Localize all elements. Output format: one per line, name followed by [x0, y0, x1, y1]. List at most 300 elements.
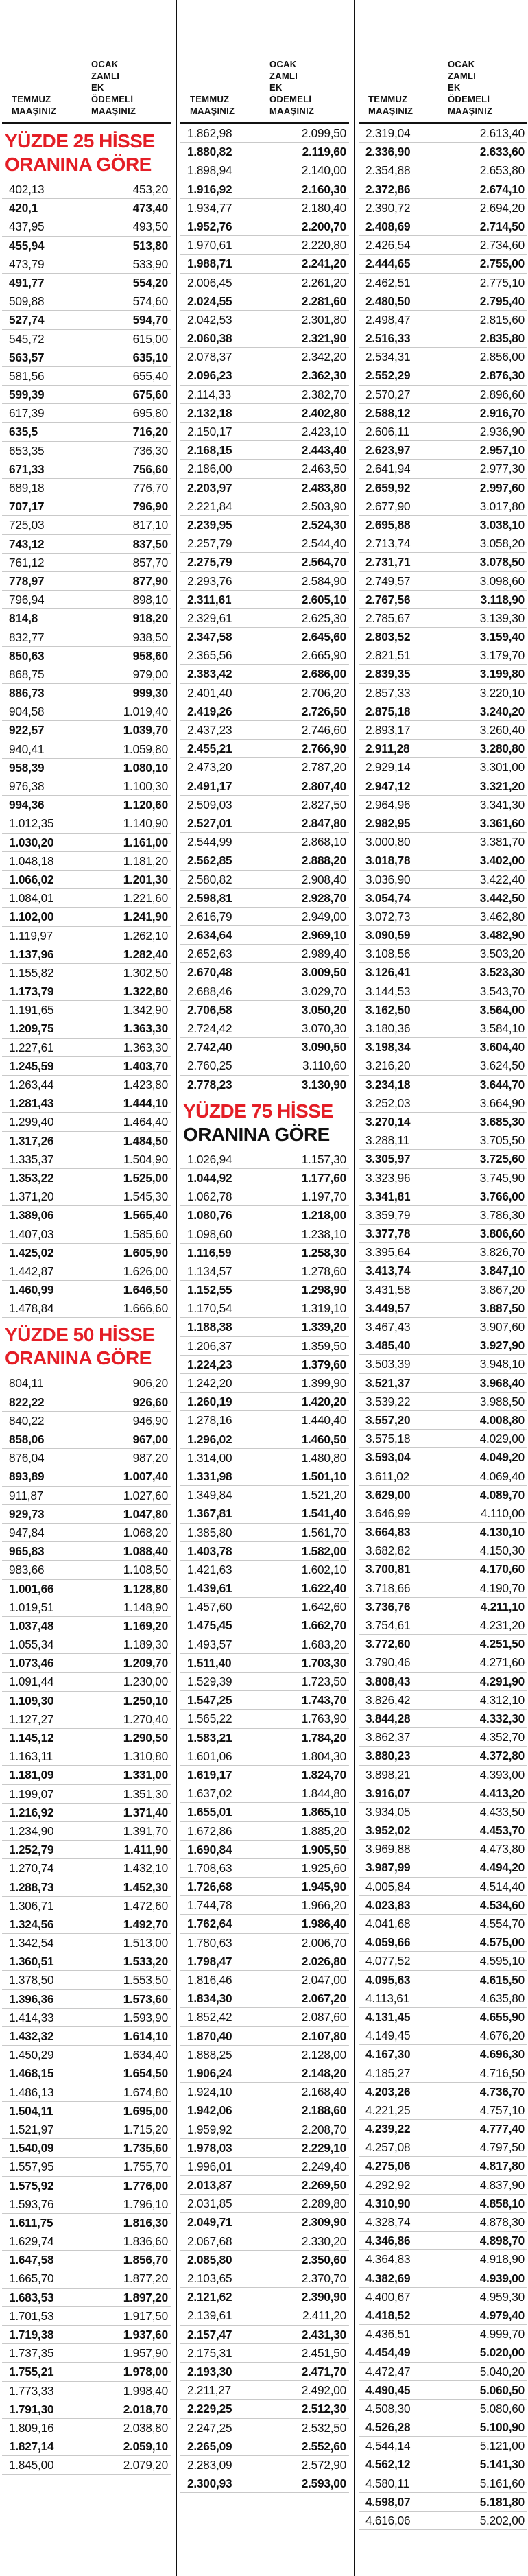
- ocak-value: 2.350,60: [301, 2252, 346, 2267]
- table-row: [180, 1635, 349, 1654]
- table-row: [359, 1989, 527, 2008]
- table-row: [180, 572, 349, 591]
- temmuz-value: 1.432,32: [9, 2029, 54, 2043]
- temmuz-value: 1.335,37: [9, 1152, 54, 1166]
- temmuz-value: 1.102,00: [9, 910, 54, 924]
- temmuz-value: 2.527,01: [187, 816, 232, 830]
- ocak-value: 2.787,20: [301, 760, 346, 775]
- table-row: [359, 1635, 527, 1653]
- ocak-value: 1.877,20: [123, 2271, 168, 2286]
- table-row: [2, 535, 171, 554]
- temmuz-value: 1.152,55: [187, 1283, 232, 1297]
- ocak-value: 2.451,50: [301, 2345, 346, 2360]
- temmuz-value: 1.389,06: [9, 1208, 54, 1222]
- ocak-value: 4.858,10: [479, 2196, 525, 2210]
- table-row: [180, 2419, 349, 2437]
- temmuz-value: 1.296,02: [187, 1432, 232, 1446]
- ocak-value: 3.543,70: [479, 984, 525, 998]
- ocak-value: 2.686,00: [301, 667, 346, 681]
- temmuz-value: 2.670,48: [187, 965, 232, 980]
- temmuz-value: 3.198,34: [365, 1040, 411, 1054]
- temmuz-value: 2.401,40: [187, 685, 232, 700]
- temmuz-value: 3.270,14: [365, 1114, 411, 1129]
- ocak-value: 2.936,90: [479, 425, 525, 438]
- table-row: [359, 2176, 527, 2195]
- ocak-value: 1.262,10: [123, 928, 168, 943]
- temmuz-value: 3.898,21: [365, 1767, 411, 1782]
- ocak-value: 3.685,30: [479, 1114, 525, 1129]
- ocak-value: 3.038,10: [479, 517, 525, 532]
- temmuz-value: 1.242,20: [187, 1376, 232, 1390]
- ocak-value: 695,80: [132, 406, 168, 421]
- temmuz-value: 1.970,61: [187, 238, 232, 252]
- ocak-value: 1.897,20: [123, 2290, 168, 2304]
- table-row: [180, 851, 349, 870]
- ocak-value: 2.997,60: [479, 480, 525, 495]
- table-row: [359, 423, 527, 441]
- temmuz-value: 2.139,61: [187, 2308, 232, 2323]
- ocak-value: 1.298,90: [301, 1283, 346, 1297]
- table-row: [359, 1001, 527, 1019]
- ocak-value: 2.370,70: [301, 2271, 346, 2285]
- ocak-value: 2.957,10: [479, 443, 525, 458]
- ocak-value: 3.139,30: [479, 611, 525, 625]
- temmuz-value: 3.054,74: [365, 890, 411, 905]
- table-row: [359, 1673, 527, 1691]
- header-ocak-label: OCAK ZAMLI EK ÖDEMELİ MAAŞINIZ: [91, 59, 136, 116]
- temmuz-value: 2.013,87: [187, 2178, 232, 2193]
- ocak-value: 4.453,70: [479, 1823, 525, 1838]
- ocak-value: 4.676,20: [479, 2029, 525, 2043]
- table-row: [359, 2083, 527, 2101]
- ocak-value: 5.121,00: [479, 2439, 525, 2453]
- section-75-part1: YÜZDE 75 HİSSE: [183, 1100, 333, 1122]
- table-row: [2, 1169, 171, 1187]
- temmuz-value: 2.677,90: [365, 499, 411, 513]
- table-row: [180, 2269, 349, 2288]
- ocak-value: 967,00: [132, 1432, 168, 1446]
- table-row: [180, 1989, 349, 2008]
- temmuz-value: 3.880,23: [365, 1749, 411, 1763]
- ocak-value: 1.068,20: [123, 1525, 168, 1539]
- table-row: [180, 982, 349, 1001]
- temmuz-value: 3.305,97: [365, 1152, 411, 1166]
- ocak-value: 1.181,20: [123, 853, 168, 868]
- table-row: [180, 926, 349, 945]
- temmuz-value: 3.844,28: [365, 1711, 411, 1725]
- table-row: [2, 1598, 171, 1617]
- table-row: [2, 180, 171, 199]
- temmuz-value: 4.292,92: [365, 2177, 411, 2192]
- ocak-value: 655,40: [132, 368, 168, 383]
- table-row: [2, 2269, 171, 2288]
- ocak-value: 3.766,00: [479, 1189, 525, 1203]
- ocak-value: 3.907,60: [479, 1320, 525, 1334]
- ocak-value: 1.917,50: [123, 2308, 168, 2323]
- table-row: [2, 2009, 171, 2027]
- ocak-value: 4.494,20: [479, 1860, 525, 1875]
- ocak-value: 4.898,70: [479, 2234, 525, 2248]
- ocak-value: 4.696,30: [479, 2047, 525, 2061]
- table-row: [359, 702, 527, 721]
- temmuz-value: 2.265,09: [187, 2439, 232, 2453]
- table-row: [2, 1524, 171, 1542]
- ocak-value: 4.211,10: [480, 1599, 525, 1614]
- ocak-value: 1.561,70: [301, 1525, 346, 1539]
- temmuz-value: 2.121,62: [187, 2290, 232, 2304]
- table-row: [359, 982, 527, 1001]
- temmuz-value: 2.085,80: [187, 2252, 232, 2267]
- ocak-value: 4.999,70: [479, 2327, 525, 2341]
- table-row: [2, 404, 171, 423]
- temmuz-value: 1.791,30: [9, 2402, 54, 2416]
- temmuz-value: 3.557,20: [365, 1413, 411, 1427]
- table-row: [359, 1019, 527, 1038]
- table-row: [2, 834, 171, 852]
- temmuz-value: 2.724,42: [187, 1021, 232, 1035]
- temmuz-value: 1.845,00: [9, 2458, 54, 2472]
- table-row: [180, 2101, 349, 2120]
- temmuz-value: 2.257,79: [187, 536, 232, 551]
- ocak-value: 2.079,20: [123, 2458, 168, 2472]
- temmuz-value: 1.475,45: [187, 1618, 232, 1633]
- table-row: [359, 1616, 527, 1635]
- ocak-value: 1.440,40: [301, 1413, 346, 1428]
- table-row: [180, 1934, 349, 1952]
- table-row: [2, 982, 171, 1001]
- table-row: [359, 814, 527, 833]
- temmuz-value: 2.408,69: [365, 219, 411, 233]
- table-row: [2, 1467, 171, 1486]
- column-header: [180, 0, 349, 122]
- ocak-value: 1.080,10: [123, 760, 168, 775]
- temmuz-value: 2.390,72: [365, 200, 411, 215]
- table-row: [180, 1411, 349, 1430]
- temmuz-value: 3.395,64: [365, 1245, 411, 1260]
- ocak-value: 3.968,40: [479, 1375, 525, 1390]
- table-row: [2, 1580, 171, 1598]
- temmuz-value: 2.114,33: [187, 387, 232, 401]
- table-row: [2, 572, 171, 591]
- ocak-value: 1.423,80: [123, 1078, 168, 1091]
- temmuz-value: 1.593,76: [9, 2197, 54, 2211]
- table-row: [2, 814, 171, 833]
- temmuz-value: 2.096,23: [187, 368, 232, 383]
- temmuz-value: 1.952,76: [187, 219, 232, 233]
- ocak-value: 1.399,90: [301, 1376, 346, 1390]
- table-row: [359, 1094, 527, 1113]
- table-row: [2, 1859, 171, 1878]
- section-25-part1: YÜZDE 25 HİSSE: [5, 130, 155, 152]
- temmuz-value: 2.300,93: [187, 2477, 232, 2491]
- table-row: [359, 1653, 527, 1672]
- ocak-value: 2.613,40: [479, 126, 525, 140]
- ocak-value: 3.029,70: [301, 984, 346, 998]
- table-row: [359, 274, 527, 292]
- table-row: [359, 2008, 527, 2026]
- table-row: [180, 180, 349, 199]
- temmuz-value: 707,17: [9, 499, 45, 514]
- table-row: [359, 945, 527, 963]
- temmuz-value: 3.862,37: [365, 1730, 411, 1745]
- table-row: [180, 553, 349, 571]
- ocak-value: 2.674,10: [479, 182, 525, 196]
- temmuz-value: 3.323,96: [365, 1170, 411, 1185]
- ocak-value: 1.169,20: [123, 1618, 168, 1633]
- ocak-value: 2.746,60: [301, 723, 346, 737]
- table-row: [180, 963, 349, 982]
- table-row: [359, 1262, 527, 1280]
- temmuz-value: 4.077,52: [365, 1954, 411, 1968]
- table-row: [180, 796, 349, 814]
- ocak-value: 2.827,50: [301, 797, 346, 812]
- ocak-value: 2.572,90: [301, 2457, 346, 2472]
- temmuz-value: 1.780,63: [187, 1935, 232, 1950]
- ocak-value: 1.019,40: [123, 705, 168, 719]
- table-row: [2, 2120, 171, 2139]
- temmuz-value: 3.018,78: [365, 853, 411, 868]
- temmuz-value: 671,33: [9, 462, 45, 476]
- ocak-value: 2.847,80: [301, 816, 346, 830]
- temmuz-value: 1.737,35: [9, 2346, 54, 2361]
- table-row: [2, 1729, 171, 1747]
- ocak-value: 4.069,40: [479, 1469, 525, 1483]
- temmuz-value: 1.349,84: [187, 1488, 232, 1502]
- table-row: [180, 1859, 349, 1878]
- table-row: [180, 479, 349, 497]
- table-row: [2, 1617, 171, 1635]
- temmuz-value: 4.580,11: [365, 2476, 410, 2490]
- ocak-value: 1.998,40: [123, 2383, 168, 2398]
- temmuz-value: 2.336,90: [365, 145, 411, 159]
- temmuz-value: 1.137,96: [9, 947, 54, 961]
- ocak-value: 1.177,60: [301, 1170, 346, 1185]
- table-row: [2, 311, 171, 329]
- temmuz-value: 3.646,99: [365, 1506, 411, 1520]
- ocak-value: 3.280,80: [479, 742, 525, 756]
- ocak-value: 1.100,30: [123, 779, 168, 793]
- ocak-value: 3.422,40: [479, 872, 525, 886]
- table-row: [180, 255, 349, 273]
- table-row: [180, 1038, 349, 1056]
- table-row: [180, 124, 349, 143]
- table-row: [2, 2419, 171, 2437]
- ocak-value: 2.524,30: [301, 517, 346, 532]
- ocak-value: 2.281,60: [301, 294, 346, 308]
- temmuz-value: 1.557,95: [9, 2160, 54, 2174]
- ocak-value: 2.018,70: [123, 2402, 168, 2416]
- table-row: [359, 2045, 527, 2064]
- table-row: [2, 852, 171, 871]
- table-row: [2, 1841, 171, 1859]
- ocak-value: 1.695,00: [123, 2103, 168, 2118]
- temmuz-value: 858,06: [9, 1432, 45, 1446]
- temmuz-value: 2.283,09: [187, 2457, 232, 2472]
- table-row: [359, 646, 527, 665]
- table-row: [359, 628, 527, 646]
- temmuz-value: 3.467,43: [365, 1320, 411, 1334]
- ocak-value: 1.258,30: [301, 1245, 346, 1260]
- table-row: [180, 1654, 349, 1673]
- temmuz-value: 3.288,11: [365, 1133, 410, 1148]
- table-row: [359, 553, 527, 571]
- ocak-value: 918,20: [132, 611, 168, 626]
- ocak-value: 4.393,00: [479, 1767, 525, 1782]
- table-row: [2, 2214, 171, 2232]
- temmuz-value: 2.329,61: [187, 611, 232, 625]
- ocak-value: 2.107,80: [301, 2029, 346, 2043]
- temmuz-value: 4.257,08: [365, 2140, 411, 2155]
- ocak-value: 4.271,60: [479, 1655, 525, 1670]
- temmuz-value: 4.239,22: [365, 2122, 411, 2136]
- temmuz-value: 1.460,99: [9, 1283, 54, 1297]
- table-row: [359, 1393, 527, 1411]
- ocak-value: 4.170,60: [479, 1562, 525, 1576]
- temmuz-value: 1.403,78: [187, 1544, 232, 1558]
- temmuz-value: 1.816,46: [187, 1973, 232, 1987]
- temmuz-value: 3.377,78: [365, 1227, 411, 1241]
- temmuz-value: 1.331,98: [187, 1469, 232, 1483]
- ocak-value: 1.351,30: [123, 1786, 168, 1801]
- column-divider: [354, 0, 355, 2576]
- table-row: [2, 964, 171, 982]
- table-row: [359, 1206, 527, 1225]
- table-row: [359, 2306, 527, 2325]
- table-row: [2, 702, 171, 721]
- table-row: [180, 1449, 349, 1467]
- temmuz-value: 1.260,19: [187, 1395, 232, 1409]
- table-row: [180, 1710, 349, 1728]
- temmuz-value: 1.457,60: [187, 1600, 232, 1614]
- table-row: [359, 516, 527, 534]
- temmuz-value: 3.808,43: [365, 1674, 411, 1688]
- ocak-value: 4.716,50: [479, 2066, 525, 2080]
- column-1: [2, 0, 171, 2576]
- ocak-value: 1.885,20: [301, 1823, 346, 1838]
- temmuz-value: 4.562,12: [365, 2457, 411, 2472]
- temmuz-value: 3.682,82: [365, 1544, 411, 1558]
- ocak-value: 2.443,40: [301, 443, 346, 458]
- header-ocak-label: OCAK ZAMLI EK ÖDEMELİ MAAŞINIZ: [269, 59, 315, 116]
- table-row: [2, 1934, 171, 1952]
- table-row: [359, 1579, 527, 1598]
- table-row: [180, 2064, 349, 2083]
- table-row: [180, 386, 349, 404]
- temmuz-value: 1.342,54: [9, 1936, 54, 1950]
- table-row: [2, 1449, 171, 1467]
- table-row: [2, 591, 171, 609]
- ocak-value: 2.168,40: [301, 2085, 346, 2099]
- table-row: [180, 1056, 349, 1075]
- table-row: [359, 1131, 527, 1150]
- table-row: [180, 591, 349, 609]
- temmuz-value: 1.317,26: [9, 1133, 54, 1148]
- temmuz-value: 1.439,61: [187, 1581, 232, 1596]
- ocak-value: 3.887,50: [479, 1301, 525, 1315]
- table-row: [359, 1784, 527, 1803]
- temmuz-value: 1.834,30: [187, 1992, 232, 2006]
- table-row: [359, 236, 527, 255]
- temmuz-value: 2.544,99: [187, 835, 232, 849]
- ocak-value: 2.928,70: [301, 890, 346, 905]
- temmuz-value: 1.978,03: [187, 2140, 232, 2155]
- ocak-value: 2.289,80: [301, 2197, 346, 2211]
- table-row: [180, 1337, 349, 1356]
- table-row: [180, 460, 349, 478]
- ocak-value: 1.157,30: [301, 1152, 346, 1166]
- table-row: [2, 1542, 171, 1561]
- table-row: [2, 1692, 171, 1710]
- ocak-value: 1.363,30: [123, 1021, 168, 1036]
- temmuz-value: 2.839,35: [365, 667, 411, 681]
- table-row: [2, 1039, 171, 1057]
- table-row: [359, 1747, 527, 1765]
- ocak-value: 4.817,80: [479, 2159, 525, 2173]
- temmuz-value: 2.713,74: [365, 536, 411, 551]
- ocak-value: 615,00: [132, 331, 168, 346]
- temmuz-value: 976,38: [9, 779, 45, 793]
- table-row: [180, 1524, 349, 1542]
- ocak-value: 3.361,60: [479, 816, 525, 830]
- ocak-value: 2.249,40: [301, 2159, 346, 2173]
- table-row: [2, 1393, 171, 1412]
- table-row: [2, 2027, 171, 2046]
- ocak-value: 453,20: [132, 182, 168, 196]
- temmuz-value: 4.346,86: [365, 2234, 411, 2248]
- ocak-value: 3.078,50: [479, 555, 525, 569]
- table-row: [2, 628, 171, 647]
- table-row: [359, 591, 527, 609]
- temmuz-value: 2.293,76: [187, 574, 232, 588]
- ocak-value: 4.332,30: [479, 1711, 525, 1725]
- table-row: [2, 2195, 171, 2214]
- ocak-value: 1.646,50: [123, 1283, 168, 1297]
- table-row: [180, 1616, 349, 1635]
- table-row: [180, 833, 349, 851]
- temmuz-value: 1.924,10: [187, 2085, 232, 2099]
- temmuz-value: 4.113,61: [365, 1991, 410, 2005]
- temmuz-value: 4.203,26: [365, 2084, 411, 2099]
- temmuz-value: 2.186,00: [187, 462, 232, 476]
- temmuz-value: 1.314,00: [187, 1450, 232, 1465]
- ocak-value: 3.090,50: [301, 1040, 346, 1054]
- table-row: [2, 1487, 171, 1505]
- table-row: [180, 2008, 349, 2026]
- table-row: [359, 161, 527, 180]
- temmuz-value: 814,8: [9, 611, 38, 626]
- temmuz-value: 1.726,68: [187, 1880, 232, 1894]
- temmuz-value: 929,73: [9, 1506, 45, 1521]
- temmuz-value: 1.486,13: [9, 2085, 54, 2099]
- header-temmuz-label: TEMMUZ MAAŞINIZ: [190, 94, 235, 116]
- temmuz-value: 761,12: [9, 555, 45, 569]
- ocak-value: 2.949,00: [301, 909, 346, 923]
- table-row: [359, 199, 527, 217]
- temmuz-value: 1.988,71: [187, 257, 232, 271]
- temmuz-value: 2.749,57: [365, 574, 411, 588]
- temmuz-value: 2.462,51: [365, 275, 411, 289]
- table-row: [180, 274, 349, 292]
- table-row: [2, 1915, 171, 1934]
- temmuz-value: 804,11: [9, 1376, 44, 1391]
- temmuz-value: 1.870,40: [187, 2029, 232, 2043]
- table-row: [2, 1076, 171, 1094]
- ocak-value: 1.521,20: [301, 1488, 346, 1502]
- ocak-value: 2.552,60: [301, 2439, 346, 2453]
- table-row: [359, 2437, 527, 2455]
- temmuz-value: 2.168,15: [187, 443, 232, 458]
- ocak-value: 1.605,90: [123, 1245, 168, 1260]
